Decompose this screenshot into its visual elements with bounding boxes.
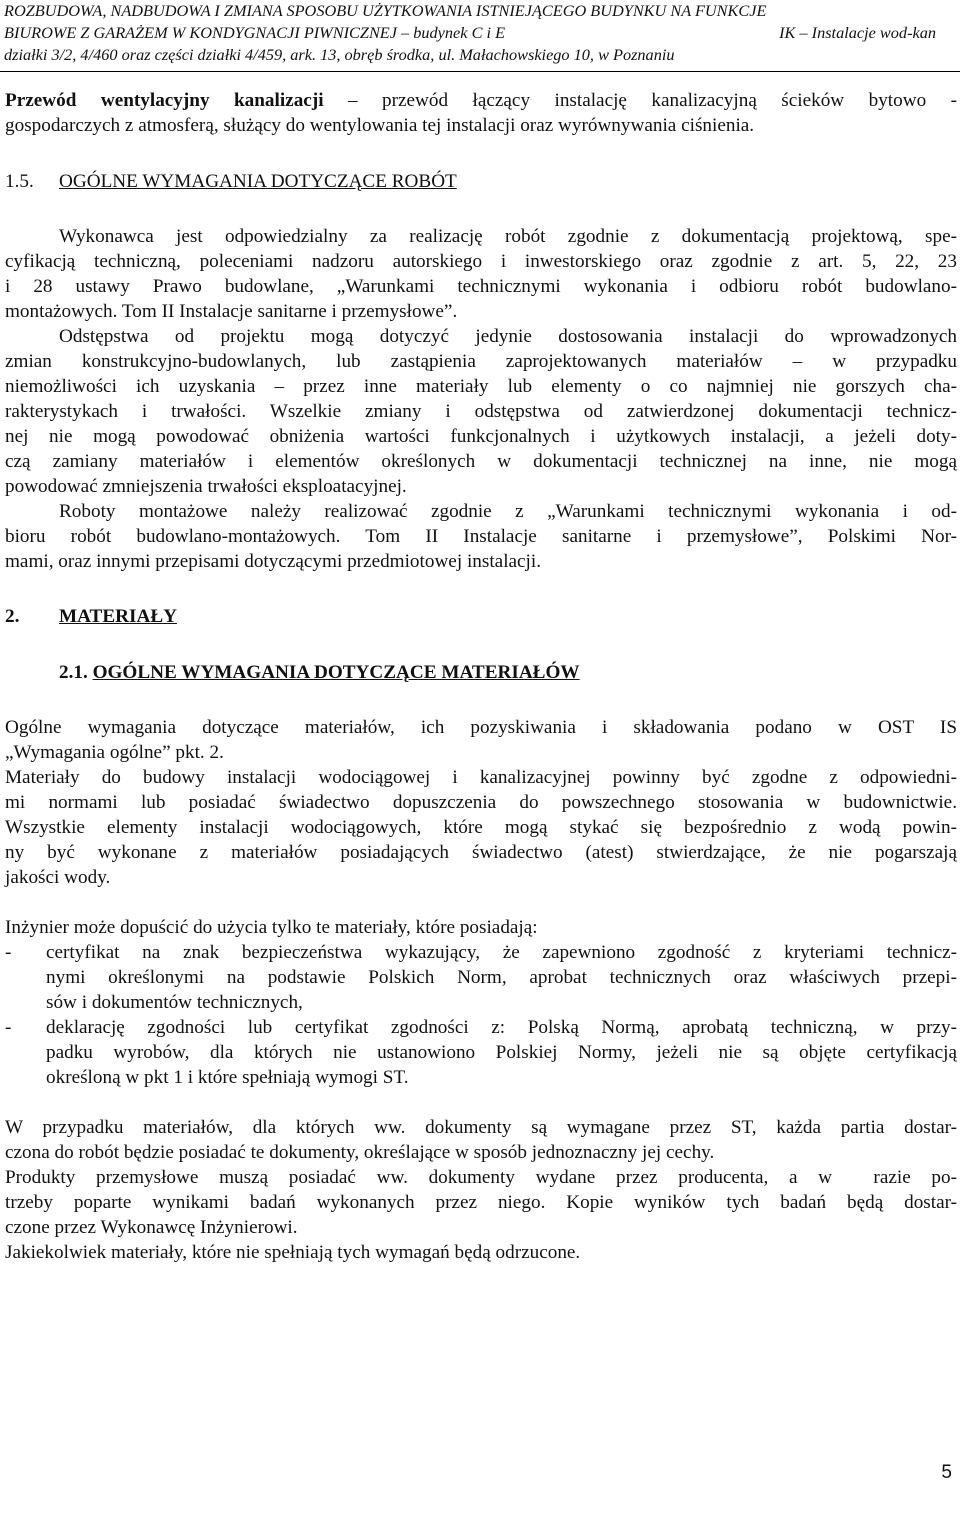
section-2-1-paragraph-5 bbox=[5, 1165, 957, 1240]
text-line: Roboty montażowe należy realizować zgodnie z „Warunkami technicznymi wykonania i od- bbox=[59, 501, 957, 522]
section-2-1-paragraph-2 bbox=[5, 765, 957, 815]
text-line: ny być wykonane z materiałów posiadających świadectwo (atest) stwierdzające, że nie pogarszają bbox=[5, 842, 957, 863]
section-1-5-paragraph-3 bbox=[5, 499, 957, 574]
text-line: i 28 ustawy Prawo budowlane, „Warunkami technicznymi wykonania i odbioru robót budowlano- bbox=[5, 276, 957, 297]
list-item bbox=[5, 940, 957, 1015]
text-line: montażowych. Tom II Instalacje sanitarne i przemysłowe”. bbox=[5, 301, 458, 322]
materials-requirements-list bbox=[5, 940, 957, 1090]
text-line: certyfikat na znak bezpieczeństwa wykazujący, że zapewniono zgodność z kryteriami technicz- bbox=[46, 942, 957, 963]
section-heading-2 bbox=[5, 604, 957, 629]
document-body bbox=[5, 88, 957, 1265]
definition-text: – przewód łączący instalację kanalizacyjną ścieków bytowo - bbox=[323, 90, 957, 111]
section-heading-2-1 bbox=[5, 660, 957, 685]
section-number: 2. bbox=[5, 606, 20, 627]
text-line: jakości wody. bbox=[5, 867, 111, 888]
text-line: Produkty przemysłowe muszą posiadać ww. dokumenty wydane przez producenta, a w razie po- bbox=[5, 1167, 957, 1188]
text-line: Ogólne wymagania dotyczące materiałów, ich pozyskiwania i składowania podano w OST IS bbox=[5, 717, 957, 738]
header-section-right: IK – Instalacje wod-kan bbox=[779, 23, 936, 42]
section-1-5-paragraph-2 bbox=[5, 324, 957, 499]
header-divider bbox=[0, 71, 960, 72]
section-number: 1.5. bbox=[5, 171, 34, 192]
text-line: mi normami lub posiadać świadectwo dopuszczenia do powszechnego stosowania w budownictwie. bbox=[5, 792, 957, 813]
definition-term: Przewód wentylacyjny kanalizacji bbox=[5, 90, 324, 111]
materials-list-intro: Inżynier może dopuścić do użycia tylko te materiały, które posiadają: bbox=[5, 917, 538, 938]
text-line: „Wymagania ogólne” pkt. 2. bbox=[5, 742, 224, 763]
text-line: nymi określonymi na podstawie Polskich Norm, aprobat technicznych oraz właściwych przepi- bbox=[46, 967, 957, 988]
list-dash: - bbox=[5, 1017, 12, 1038]
text-line: W przypadku materiałów, dla których ww. dokumenty są wymagane przez ST, każda partia dostar- bbox=[5, 1117, 957, 1138]
section-2-1-paragraph-3 bbox=[5, 815, 957, 890]
header-line-1: ROZBUDOWA, NADBUDOWA I ZMIANA SPOSOBU UŻYTKOWANIA ISTNIEJĄCEGO BUDYNKU NA FUNKCJE bbox=[4, 1, 767, 20]
text-line: nej nie mogą powodować obniżenia wartości funkcjonalnych i użytkowych instalacji, a jeżeli doty- bbox=[5, 426, 957, 447]
section-2-1-paragraph-6: Jakiekolwiek materiały, które nie spełniają tych wymagań będą odrzucone. bbox=[5, 1242, 581, 1263]
text-line: określoną w pkt 1 i które spełniają wymogi ST. bbox=[46, 1067, 409, 1088]
text-line: sów i dokumentów technicznych, bbox=[46, 992, 303, 1013]
section-2-1-paragraph-4 bbox=[5, 1115, 957, 1165]
header-project-left: BIUROWE Z GARAŻEM W KONDYGNACJI PIWNICZNEJ – budynek C i E bbox=[4, 23, 506, 42]
text-line: powodować zmniejszenia trwałości eksploatacyjnej. bbox=[5, 476, 407, 497]
section-number: 2.1. bbox=[59, 662, 88, 683]
text-line: Wykonawca jest odpowiedzialny za realizację robót zgodnie z dokumentacją projektową, spe- bbox=[59, 226, 957, 247]
section-2-1-paragraph-1 bbox=[5, 715, 957, 765]
text-line: bioru robót budowlano-montażowych. Tom II Instalacje sanitarne i przemysłowe”, Polskimi Nor- bbox=[5, 526, 957, 547]
text-line: Odstępstwa od projektu mogą dotyczyć jedynie dostosowania instalacji do wprowadzonych bbox=[59, 326, 957, 347]
text-line: zmian konstrukcyjno-budowlanych, lub zastąpienia zaprojektowanych materiałów – w przypadku bbox=[5, 351, 957, 372]
definition-line-2: gospodarczych z atmosferą, służący do wentylowania tej instalacji oraz wyrównywania ciśnienia. bbox=[5, 115, 755, 136]
header-line-2 bbox=[4, 22, 944, 44]
section-title: OGÓLNE WYMAGANIA DOTYCZĄCE ROBÓT bbox=[59, 171, 457, 192]
header-line-3: działki 3/2, 4/460 oraz części działki 4/459, ark. 13, obręb środka, ul. Małachowskiego 10, w Poznaniu bbox=[4, 45, 675, 64]
text-line: czone przez Wykonawcę Inżynierowi. bbox=[5, 1217, 298, 1238]
text-line: padku wyrobów, dla których nie ustanowiono Polskiej Normy, jeżeli nie są objęte certyfikacją bbox=[46, 1042, 957, 1063]
list-dash: - bbox=[5, 942, 12, 963]
definition-line-1 bbox=[5, 88, 957, 113]
text-line: Wszystkie elementy instalacji wodociągowych, które mogą stykać się bezpośrednio z wodą powin- bbox=[5, 817, 957, 838]
section-heading-1-5 bbox=[5, 169, 957, 194]
text-line: czona do robót będzie posiadać te dokumenty, określające w sposób jednoznaczny jej cechy. bbox=[5, 1142, 715, 1163]
text-line: trzeby poparte wynikami badań wykonanych przez niego. Kopie wyników tych badań będą dostar- bbox=[5, 1192, 957, 1213]
text-line: Materiały do budowy instalacji wodociągowej i kanalizacyjnej powinny być zgodne z odpowiedni- bbox=[5, 767, 957, 788]
text-line: niemożliwości ich uzyskania – przez inne materiały lub elementy o co najmniej nie gorszych cha- bbox=[5, 376, 957, 397]
page-header bbox=[4, 0, 944, 66]
text-line: mami, oraz innymi przepisami dotyczącymi przedmiotowej instalacji. bbox=[5, 551, 542, 572]
section-title: OGÓLNE WYMAGANIA DOTYCZĄCE MATERIAŁÓW bbox=[92, 662, 580, 683]
text-line: czą zamiany materiałów i elementów określonych w dokumentacji technicznej na inne, nie mogą bbox=[5, 451, 957, 472]
section-1-5-paragraph-1 bbox=[5, 224, 957, 324]
definition-paragraph bbox=[5, 88, 957, 138]
text-line: deklarację zgodności lub certyfikat zgodności z: Polską Normą, aprobatą techniczną, w przy- bbox=[46, 1017, 957, 1038]
page-number: 5 bbox=[941, 1462, 952, 1483]
section-title: MATERIAŁY bbox=[59, 606, 177, 627]
list-item bbox=[5, 1015, 957, 1090]
text-line: rakterystykach i trwałości. Wszelkie zmiany i odstępstwa od zatwierdzonej dokumentacji technicz- bbox=[5, 401, 957, 422]
text-line: cyfikacją techniczną, poleceniami nadzoru autorskiego i inwestorskiego oraz zgodnie z art. 5, 22, 23 bbox=[5, 251, 957, 272]
